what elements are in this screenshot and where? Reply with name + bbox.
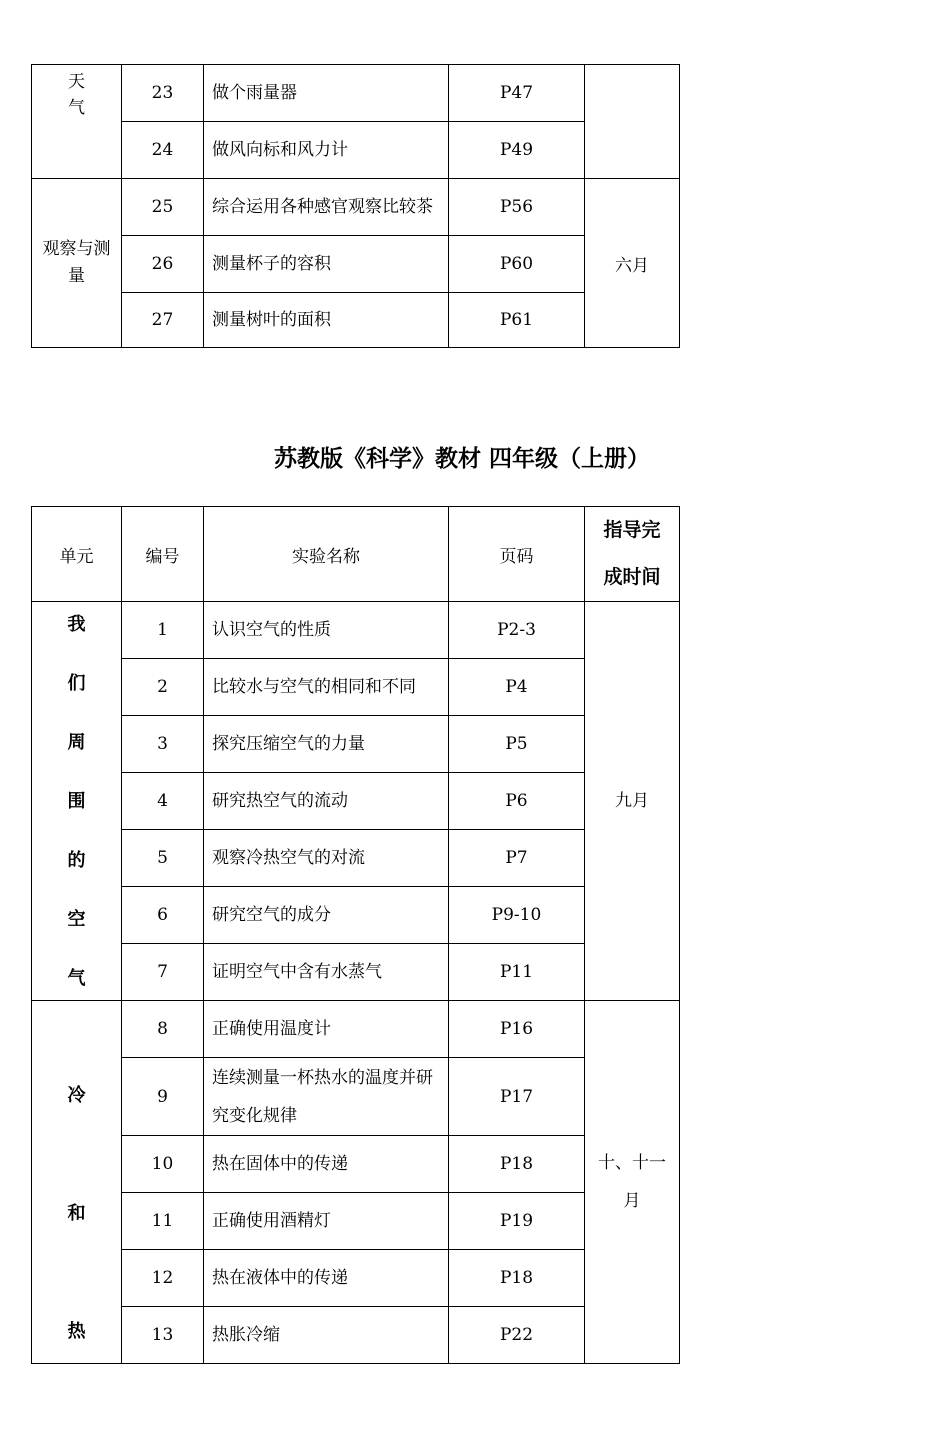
name-cell: 综合运用各种感官观察比较茶 [204, 179, 449, 236]
table-row [32, 830, 680, 887]
name-cell: 观察冷热空气的对流 [204, 830, 449, 887]
unit-char: 们 [67, 673, 86, 694]
page-cell: P60 [449, 236, 585, 293]
page-cell: P16 [449, 1001, 585, 1058]
unit-weather [32, 65, 121, 121]
unit-label: 天 [68, 72, 85, 92]
num-cell: 25 [122, 179, 204, 236]
num-cell: 1 [122, 602, 204, 659]
page-cell: P18 [449, 1250, 585, 1307]
name-cell: 做个雨量器 [204, 65, 449, 122]
table-row [32, 716, 680, 773]
num-cell: 11 [122, 1193, 204, 1250]
time-cell: 六月 [585, 179, 680, 348]
unit-char: 和 [67, 1203, 86, 1224]
table-row [32, 1193, 680, 1250]
table-row [32, 602, 680, 659]
page-cell: P11 [449, 944, 585, 1001]
num-cell: 4 [122, 773, 204, 830]
unit-char: 气 [67, 968, 86, 989]
name-cell: 做风向标和风力计 [204, 122, 449, 179]
page-cell: P2-3 [449, 602, 585, 659]
unit-char: 热 [67, 1321, 86, 1342]
table-row [32, 1136, 680, 1193]
page-cell: P19 [449, 1193, 585, 1250]
table-row [32, 659, 680, 716]
num-cell: 7 [122, 944, 204, 1001]
num-cell: 26 [122, 236, 204, 293]
page-cell: P56 [449, 179, 585, 236]
time-label: 九月 [615, 791, 649, 811]
page-cell: P9-10 [449, 887, 585, 944]
num-cell: 27 [122, 293, 204, 348]
unit-cell [32, 179, 122, 348]
page-cell: P22 [449, 1307, 585, 1364]
table-row [32, 122, 680, 179]
header-num: 编号 [122, 507, 204, 602]
time-cell [585, 1001, 680, 1364]
page-cell: P4 [449, 659, 585, 716]
num-cell: 8 [122, 1001, 204, 1058]
name-cell: 正确使用温度计 [204, 1001, 449, 1058]
num-cell: 6 [122, 887, 204, 944]
page-cell: P5 [449, 716, 585, 773]
num-cell: 2 [122, 659, 204, 716]
header-time: 指导完成时间 [603, 519, 661, 588]
num-cell: 23 [122, 65, 204, 122]
page-cell: P61 [449, 293, 585, 348]
table-row [32, 773, 680, 830]
name-cell: 测量树叶的面积 [204, 293, 449, 348]
unit-cell [32, 1001, 122, 1364]
header-row [32, 507, 680, 602]
header-page: 页码 [449, 507, 585, 602]
unit-cell [32, 65, 122, 179]
page-title: 苏教版《科学》教材 四年级（上册） [274, 446, 651, 472]
table-row [32, 887, 680, 944]
header-time-cell [585, 507, 680, 602]
unit-label: 气 [68, 98, 85, 118]
page-cell: P49 [449, 122, 585, 179]
name-cell: 研究空气的成分 [204, 887, 449, 944]
unit-char: 空 [67, 909, 86, 930]
table-row [32, 1058, 680, 1136]
table-row [32, 1250, 680, 1307]
unit-char: 我 [67, 614, 86, 635]
name-cell: 连续测量一杯热水的温度并研究变化规律 [204, 1058, 449, 1136]
num-cell: 24 [122, 122, 204, 179]
name-cell: 正确使用酒精灯 [204, 1193, 449, 1250]
table-row [32, 1307, 680, 1364]
unit-char: 的 [67, 850, 86, 871]
num-cell: 13 [122, 1307, 204, 1364]
table-row [32, 236, 680, 293]
num-cell: 5 [122, 830, 204, 887]
name-cell: 热在固体中的传递 [204, 1136, 449, 1193]
page-cell: P47 [449, 65, 585, 122]
page-cell: P18 [449, 1136, 585, 1193]
table-row [32, 65, 680, 122]
name-cell: 测量杯子的容积 [204, 236, 449, 293]
num-cell: 9 [122, 1058, 204, 1136]
table-row [32, 1001, 680, 1058]
experiment-table-continued [31, 64, 680, 348]
page-cell: P7 [449, 830, 585, 887]
name-cell: 证明空气中含有水蒸气 [204, 944, 449, 1001]
name-cell: 认识空气的性质 [204, 602, 449, 659]
page-cell: P17 [449, 1058, 585, 1136]
unit-char: 冷 [67, 1085, 86, 1106]
table-row [32, 293, 680, 348]
experiment-table [31, 506, 680, 1364]
num-cell: 12 [122, 1250, 204, 1307]
num-cell: 10 [122, 1136, 204, 1193]
time-cell [585, 65, 680, 179]
table-row [32, 944, 680, 1001]
unit-char: 围 [67, 791, 86, 812]
name-cell: 探究压缩空气的力量 [204, 716, 449, 773]
name-cell: 热胀冷缩 [204, 1307, 449, 1364]
name-cell: 比较水与空气的相同和不同 [204, 659, 449, 716]
unit-cell [32, 602, 122, 1001]
name-cell: 研究热空气的流动 [204, 773, 449, 830]
time-cell [585, 602, 680, 1001]
header-name: 实验名称 [204, 507, 449, 602]
page-cell: P6 [449, 773, 585, 830]
unit-char: 周 [67, 732, 86, 753]
name-cell: 热在液体中的传递 [204, 1250, 449, 1307]
num-cell: 3 [122, 716, 204, 773]
table-row [32, 179, 680, 236]
time-label: 十、十一月 [598, 1153, 666, 1211]
header-unit: 单元 [32, 507, 122, 602]
unit-label: 观察与测量 [42, 239, 111, 286]
